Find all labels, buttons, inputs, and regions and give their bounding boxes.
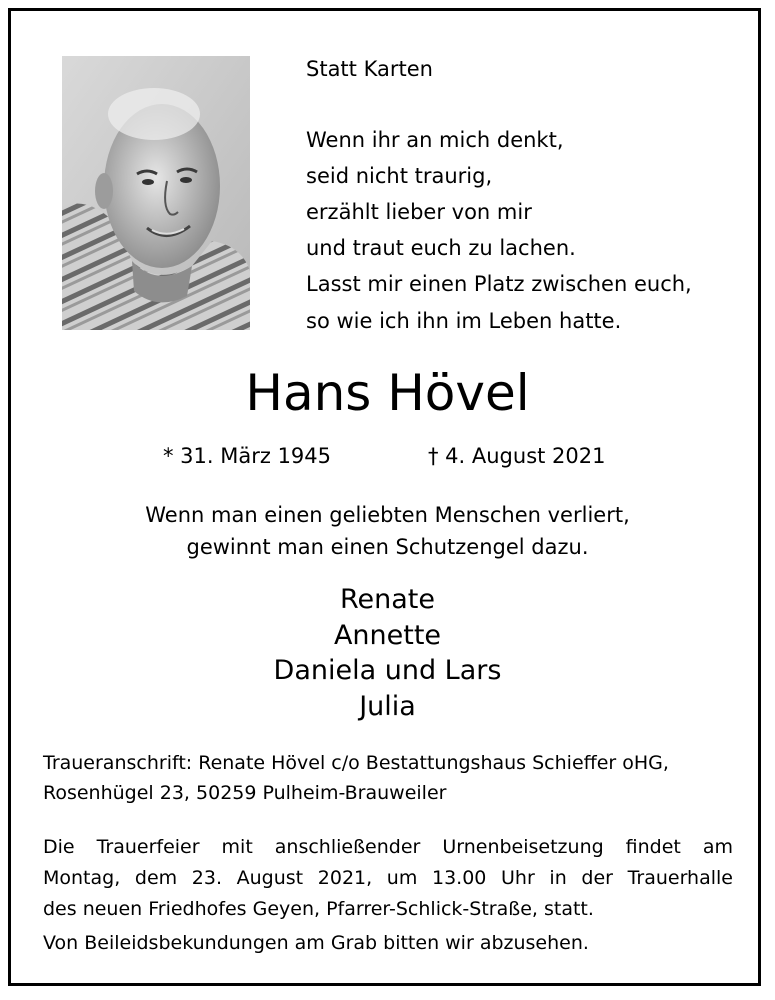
mourner-name: Daniela und Lars [273,655,502,686]
ceremony-line-2: Montag, dem 23. August 2021, um 13.00 Uhr in der Trauerhalle [43,867,733,889]
poem-line-2: seid nicht traurig, [306,164,493,188]
deceased-name: Hans Hövel [245,364,530,422]
address-line-1: Traueranschrift: Renate Hövel c/o Bestattungshaus Schieffer oHG, [43,752,669,774]
portrait-photo [62,56,250,330]
poem-line-5: Lasst mir einen Platz zwischen euch, [306,272,692,296]
poem-line-1: Wenn ihr an mich denkt, [306,128,564,152]
address-line-2: Rosenhügel 23, 50259 Pulheim-Brauweiler [43,782,447,804]
condolence-note: Von Beileidsbekundungen am Grab bitten wir abzusehen. [43,932,589,954]
quote-line-1: Wenn man einen geliebten Menschen verliert, [145,503,630,527]
poem-line-4: und traut euch zu lachen. [306,236,576,260]
ceremony-line-3: des neuen Friedhofes Geyen, Pfarrer-Schlick-Straße, statt. [43,898,594,920]
mourner-name: Julia [359,691,416,722]
mourner-name: Renate [339,584,435,615]
ceremony-line-1: Die Trauerfeier mit anschließender Urnenbeisetzung findet am [43,836,733,858]
statt-karten-heading: Statt Karten [306,57,433,81]
quote-line-2: gewinnt man einen Schutzengel dazu. [186,535,589,559]
poem-line-3: erzählt lieber von mir [306,200,532,224]
mourner-name: Annette [333,620,442,651]
birth-date: * 31. März 1945 [163,444,332,468]
death-date: † 4. August 2021 [428,444,606,468]
poem-line-6: so wie ich ihn im Leben hatte. [306,309,622,333]
